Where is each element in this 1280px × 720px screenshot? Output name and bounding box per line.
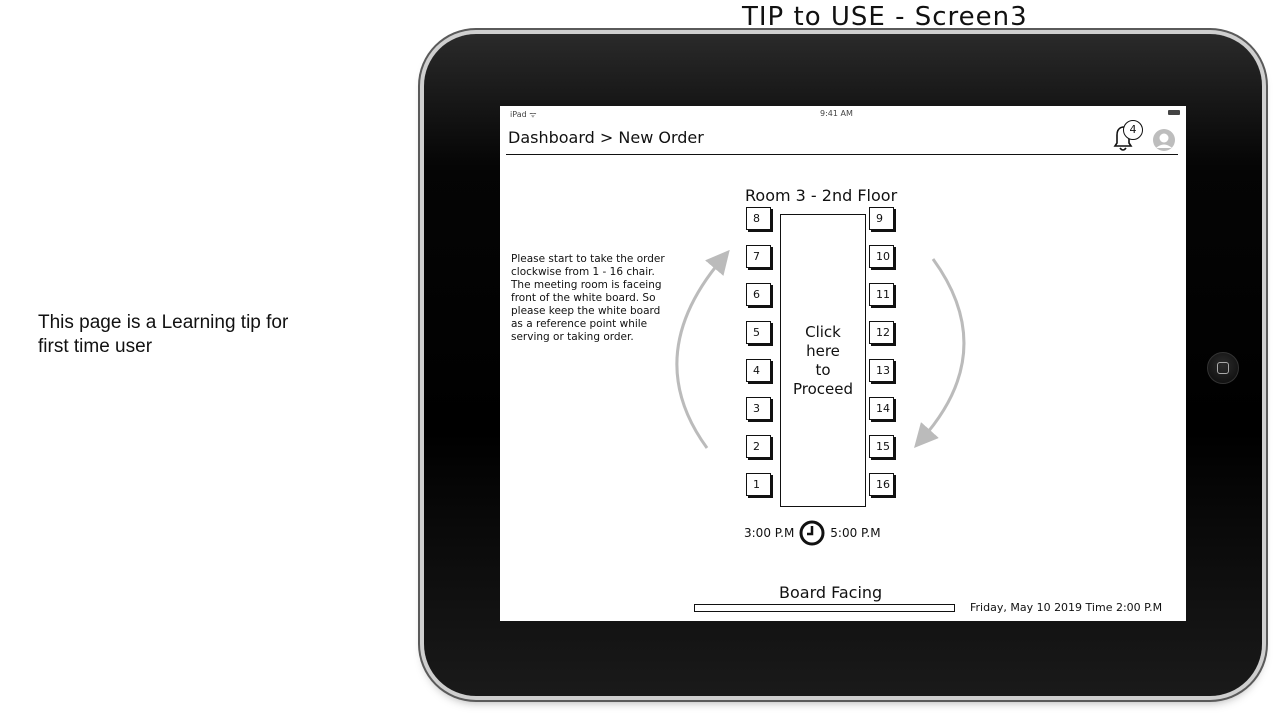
chair-1[interactable]: 1 xyxy=(746,473,771,496)
chair-2[interactable]: 2 xyxy=(746,435,771,458)
chair-10[interactable]: 10 xyxy=(869,245,894,268)
status-time: 9:41 AM xyxy=(820,109,853,118)
proceed-table-button[interactable]: Click here to Proceed xyxy=(780,214,866,507)
footer-datetime: Friday, May 10 2019 Time 2:00 P.M xyxy=(970,601,1163,614)
chair-9[interactable]: 9 xyxy=(869,207,894,230)
home-square-icon xyxy=(1217,362,1229,374)
start-time: 3:00 P.M xyxy=(744,526,795,540)
chair-4[interactable]: 4 xyxy=(746,359,771,382)
slide-title: TIP to USE - Screen3 xyxy=(742,2,1028,32)
room-title: Room 3 - 2nd Floor xyxy=(745,186,898,205)
side-note: This page is a Learning tip for first time user xyxy=(38,312,289,357)
board-facing-label: Board Facing xyxy=(779,583,883,602)
status-device-label: iPad ᯤ xyxy=(510,110,537,119)
tip-instructions: Please start to take the order clockwise from 1 - 16 chair. The meeting room is faceing front of the white board. So please keep the white board as a reference point while serving or taking order. xyxy=(511,253,665,343)
notification-badge[interactable]: 4 xyxy=(1123,120,1143,140)
white-board xyxy=(694,604,955,612)
meeting-time xyxy=(744,520,881,546)
chair-6[interactable]: 6 xyxy=(746,283,771,306)
clock-icon xyxy=(799,520,825,546)
chair-13[interactable]: 13 xyxy=(869,359,894,382)
ipad-screen xyxy=(500,106,1186,621)
home-button[interactable] xyxy=(1207,352,1239,384)
end-time: 5:00 P.M xyxy=(830,526,881,540)
device-side-button xyxy=(418,102,422,138)
chair-3[interactable]: 3 xyxy=(746,397,771,420)
chair-15[interactable]: 15 xyxy=(869,435,894,458)
chair-16[interactable]: 16 xyxy=(869,473,894,496)
breadcrumb[interactable]: Dashboard > New Order xyxy=(508,128,704,147)
chair-5[interactable]: 5 xyxy=(746,321,771,344)
chair-8[interactable]: 8 xyxy=(746,207,771,230)
chair-11[interactable]: 11 xyxy=(869,283,894,306)
chair-12[interactable]: 12 xyxy=(869,321,894,344)
chair-14[interactable]: 14 xyxy=(869,397,894,420)
chair-7[interactable]: 7 xyxy=(746,245,771,268)
